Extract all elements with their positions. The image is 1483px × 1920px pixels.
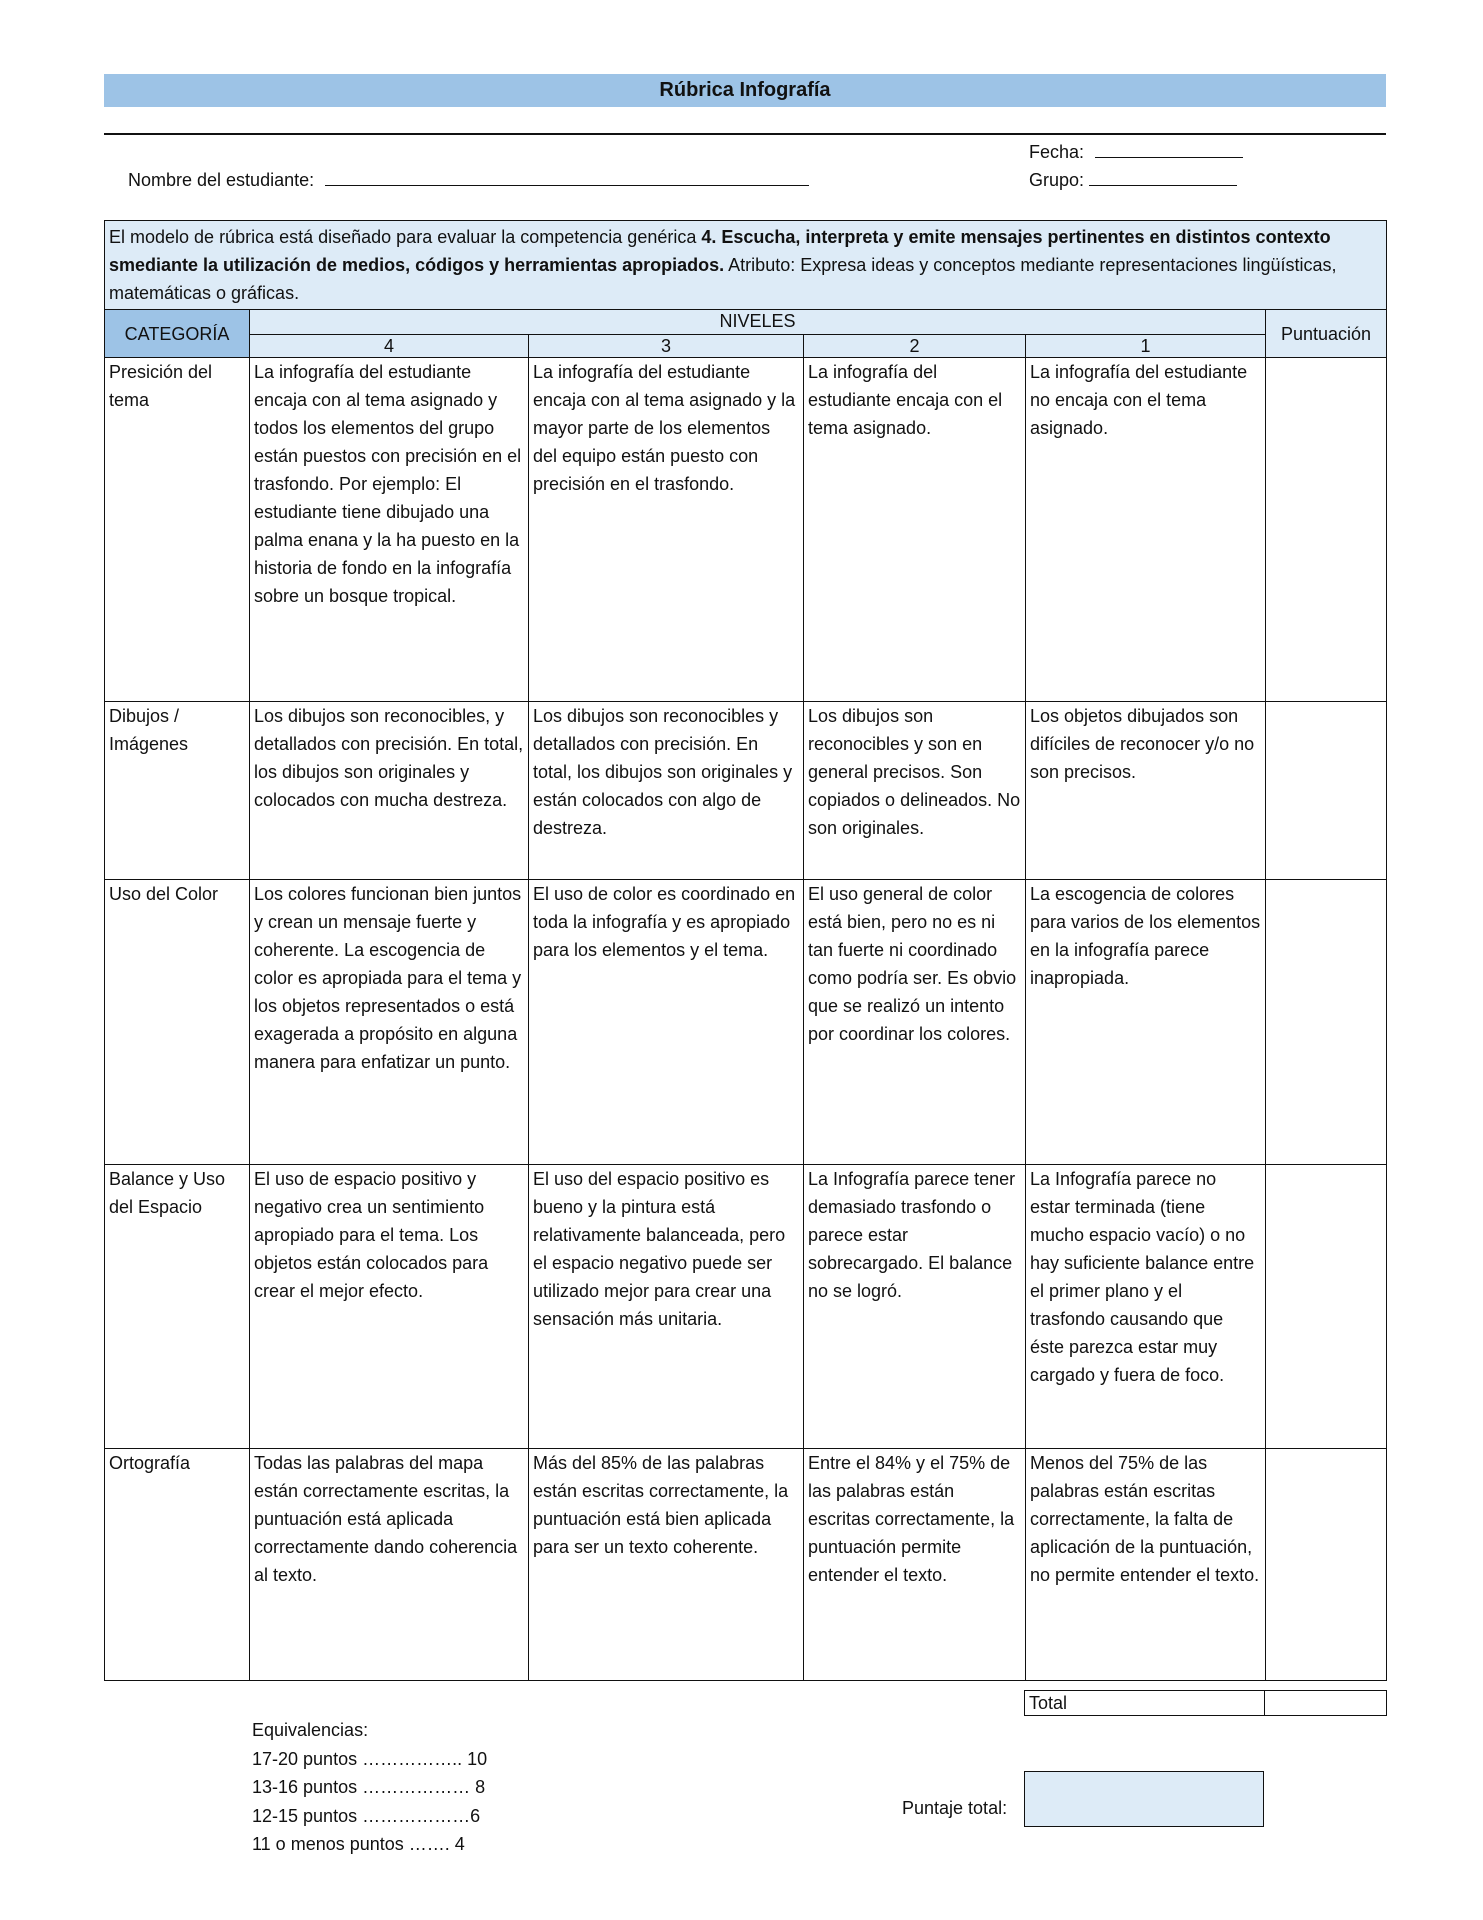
- level-header-2: 2: [804, 335, 1026, 358]
- equivalencias-block: [252, 1716, 487, 1859]
- score-cell[interactable]: [1266, 358, 1387, 702]
- criteria-cell: La infografía del estudiante encaja con al tema asignado y todos los elementos del grupo están puestos con precisión en el trasfondo. Por ejemplo: El estudiante tiene dibujado una palma enana y la ha puesto en la historia de fondo en la infografía sobre un bosque tropical.: [250, 358, 529, 702]
- date-input[interactable]: [1095, 140, 1243, 158]
- table-row: [105, 880, 1387, 1165]
- score-cell[interactable]: [1266, 880, 1387, 1165]
- score-header: Puntuación: [1266, 310, 1387, 358]
- group-label: Grupo:: [1029, 170, 1085, 190]
- score-cell[interactable]: [1266, 702, 1387, 880]
- criteria-cell: Los colores funcionan bien juntos y crean un mensaje fuerte y coherente. La escogencia de color es apropiada para el tema y los objetos representados o está exagerada a propósito en alguna manera para enfatizar un punto.: [250, 880, 529, 1165]
- puntaje-total-label: Puntaje total:: [902, 1798, 1008, 1818]
- description-competence: 4. Escucha, interpreta y emite mensajes pertinentes en distintos contexto smediante la utilización de medios, códigos y herramientas apropiados.: [109, 227, 1331, 275]
- score-cell[interactable]: [1266, 1165, 1387, 1449]
- student-name-field: [128, 168, 809, 191]
- total-table: [1024, 1690, 1387, 1716]
- category-cell: Dibujos / Imágenes: [105, 702, 250, 880]
- table-row: [105, 1449, 1387, 1681]
- equivalencia-item: 12-15 puntos ………………6: [252, 1805, 481, 1826]
- criteria-cell: El uso general de color está bien, pero no es ni tan fuerte ni coordinado como podría ser. Es obvio que se realizó un intento por coordinar los colores.: [804, 880, 1026, 1165]
- total-label: Total: [1025, 1691, 1265, 1716]
- student-name-input[interactable]: [325, 168, 809, 186]
- rubric-table: [104, 220, 1387, 1681]
- criteria-cell: La infografía del estudiante encaja con el tema asignado.: [804, 358, 1026, 702]
- criteria-cell: La Infografía parece no estar terminada (tiene mucho espacio vacío) o no hay suficiente balance entre el primer plano y el trasfondo causando que éste parezca estar muy cargado y fuera de foco.: [1026, 1165, 1266, 1449]
- category-cell: Presición del tema: [105, 358, 250, 702]
- criteria-cell: El uso de espacio positivo y negativo crea un sentimiento apropiado para el tema. Los objetos están colocados para crear el mejor efecto.: [250, 1165, 529, 1449]
- table-row: [105, 702, 1387, 880]
- equivalencia-item: 17-20 puntos …………….. 10: [252, 1748, 488, 1769]
- category-cell: Uso del Color: [105, 880, 250, 1165]
- rubric-description: [105, 221, 1387, 310]
- equivalencias-title: Equivalencias:: [252, 1720, 369, 1740]
- criteria-cell: La infografía del estudiante no encaja con el tema asignado.: [1026, 358, 1266, 702]
- header-divider: [104, 133, 1386, 135]
- level-header-1: 1: [1026, 335, 1266, 358]
- equivalencia-item: 11 o menos puntos ……. 4: [252, 1834, 465, 1854]
- criteria-cell: La escogencia de colores para varios de los elementos en la infografía parece inapropiada.: [1026, 880, 1266, 1165]
- criteria-cell: El uso de color es coordinado en toda la infografía y es apropiado para los elementos y el tema.: [529, 880, 804, 1165]
- criteria-cell: Los dibujos son reconocibles y detallados con precisión. En total, los dibujos son originales y están colocados con algo de destreza.: [529, 702, 804, 880]
- group-field: [1029, 168, 1237, 191]
- table-row: [105, 1165, 1387, 1449]
- category-header: CATEGORÍA: [105, 310, 250, 358]
- page-title: Rúbrica Infografía: [104, 74, 1386, 107]
- equivalencia-item: 13-16 puntos ……………… 8: [252, 1777, 486, 1797]
- level-header-4: 4: [250, 335, 529, 358]
- criteria-cell: Todas las palabras del mapa están correctamente escritas, la puntuación está aplicada correctamente dando coherencia al texto.: [250, 1449, 529, 1681]
- group-input[interactable]: [1089, 168, 1237, 186]
- description-attribute: Atributo: Expresa ideas y conceptos mediante representaciones lingüísticas, matemáticas o gráficas.: [109, 255, 1337, 303]
- criteria-cell: Menos del 75% de las palabras están escritas correctamente, la falta de aplicación de la puntuación, no permite entender el texto.: [1026, 1449, 1266, 1681]
- total-score-cell[interactable]: [1265, 1691, 1387, 1716]
- criteria-cell: La Infografía parece tener demasiado trasfondo o parece estar sobrecargado. El balance no se logró.: [804, 1165, 1026, 1449]
- date-label: Fecha:: [1029, 142, 1085, 162]
- criteria-cell: Los dibujos son reconocibles, y detallados con precisión. En total, los dibujos son originales y colocados con mucha destreza.: [250, 702, 529, 880]
- criteria-cell: Más del 85% de las palabras están escritas correctamente, la puntuación está bien aplicada para ser un texto coherente.: [529, 1449, 804, 1681]
- levels-header: NIVELES: [250, 310, 1266, 335]
- student-name-label: Nombre del estudiante:: [128, 170, 315, 190]
- category-cell: Balance y Uso del Espacio: [105, 1165, 250, 1449]
- criteria-cell: Los dibujos son reconocibles y son en general precisos. Son copiados o delineados. No son originales.: [804, 702, 1026, 880]
- score-cell[interactable]: [1266, 1449, 1387, 1681]
- puntaje-total-box[interactable]: [1024, 1771, 1264, 1827]
- date-field: [1029, 140, 1243, 163]
- criteria-cell: El uso del espacio positivo es bueno y la pintura está relativamente balanceada, pero el espacio negativo puede ser utilizado mejor para crear una sensación más unitaria.: [529, 1165, 804, 1449]
- level-header-3: 3: [529, 335, 804, 358]
- table-row: [105, 358, 1387, 702]
- description-text: El modelo de rúbrica está diseñado para evaluar la competencia genérica: [109, 227, 702, 247]
- criteria-cell: La infografía del estudiante encaja con al tema asignado y la mayor parte de los elementos del equipo están puesto con precisión en el trasfondo.: [529, 358, 804, 702]
- criteria-cell: Entre el 84% y el 75% de las palabras están escritas correctamente, la puntuación permite entender el texto.: [804, 1449, 1026, 1681]
- criteria-cell: Los objetos dibujados son difíciles de reconocer y/o no son precisos.: [1026, 702, 1266, 880]
- category-cell: Ortografía: [105, 1449, 250, 1681]
